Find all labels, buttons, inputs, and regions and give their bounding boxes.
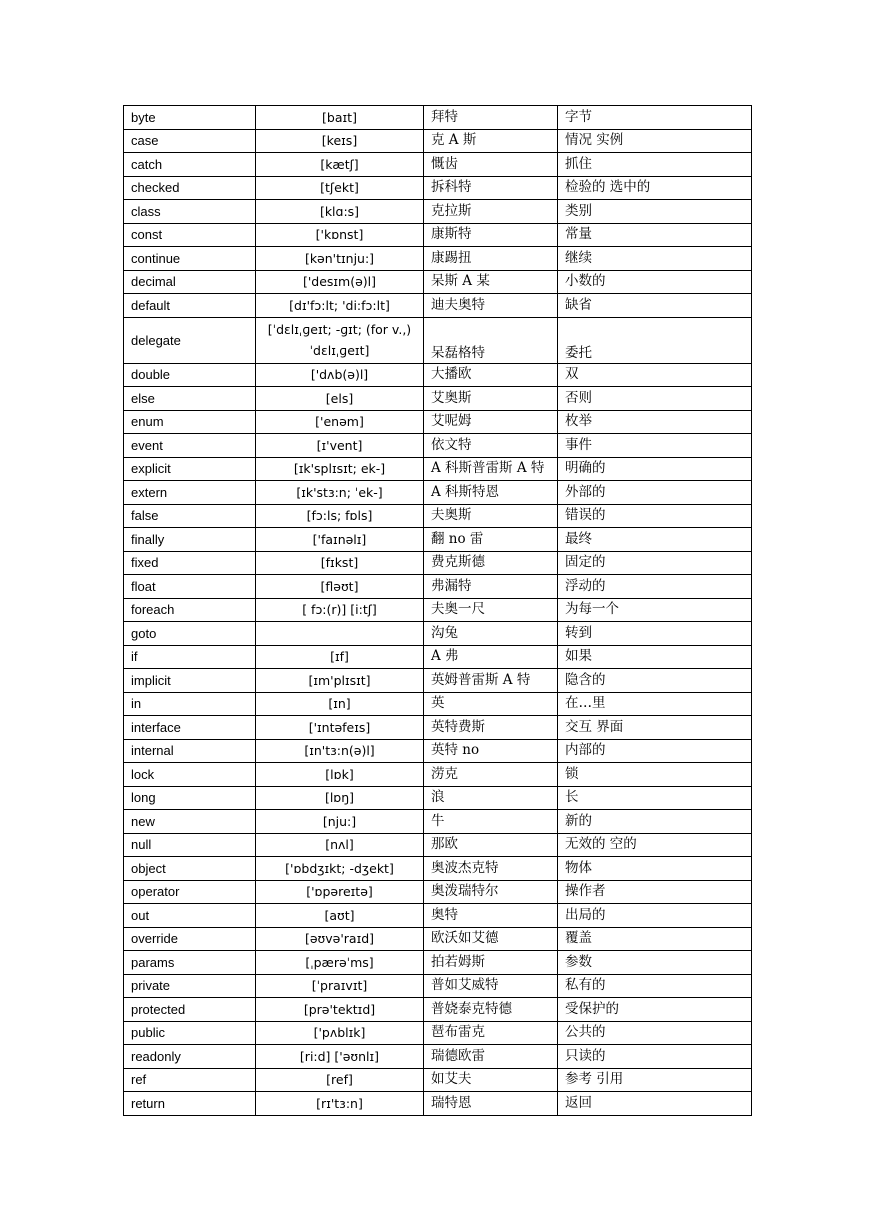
transliteration-cell: 英特 no [424, 739, 558, 763]
pronunciation-cell: [baɪt] [256, 106, 424, 130]
word-cell: decimal [124, 270, 256, 294]
word-cell: out [124, 904, 256, 928]
pronunciation-cell: [lɒk] [256, 763, 424, 787]
word-cell: interface [124, 716, 256, 740]
pronunciation-cell: [ˈdɛlɪˌɡeɪt; -ɡɪt; (for v.,) ˈdɛlɪˌɡeɪt] [256, 317, 424, 363]
table-row [124, 457, 752, 481]
transliteration-cell: 琶布雷克 [424, 1021, 558, 1045]
table-row [124, 857, 752, 881]
word-cell: catch [124, 153, 256, 177]
table-row [124, 1021, 752, 1045]
table-row [124, 387, 752, 411]
pronunciation-cell: ['ɒbdʒɪkt; -dʒekt] [256, 857, 424, 881]
pronunciation-cell: [dɪ'fɔ:lt; 'di:fɔ:lt] [256, 294, 424, 318]
transliteration-cell: 康踢扭 [424, 247, 558, 271]
meaning-cell: 私有的 [558, 974, 752, 998]
pronunciation-cell: ['ɒpəreɪtə] [256, 880, 424, 904]
transliteration-cell: 瑞特恩 [424, 1092, 558, 1116]
pronunciation-cell: [rɪ'tɜ:n] [256, 1092, 424, 1116]
word-cell: class [124, 200, 256, 224]
table-row [124, 176, 752, 200]
table-row [124, 1068, 752, 1092]
meaning-cell: 固定的 [558, 551, 752, 575]
table-row [124, 692, 752, 716]
meaning-cell: 转到 [558, 622, 752, 646]
table-row [124, 833, 752, 857]
table-row [124, 669, 752, 693]
pronunciation-cell: [ɪm'plɪsɪt] [256, 669, 424, 693]
word-cell: else [124, 387, 256, 411]
transliteration-cell: 康斯特 [424, 223, 558, 247]
pronunciation-cell: ['ɪntəfeɪs] [256, 716, 424, 740]
table-row [124, 363, 752, 387]
meaning-cell: 公共的 [558, 1021, 752, 1045]
pronunciation-cell: [tʃekt] [256, 176, 424, 200]
table-row [124, 998, 752, 1022]
transliteration-cell: 拜特 [424, 106, 558, 130]
table-row [124, 434, 752, 458]
pronunciation-cell: ['kɒnst] [256, 223, 424, 247]
pronunciation-cell: [aʊt] [256, 904, 424, 928]
pronunciation-cell: [ɪ'vent] [256, 434, 424, 458]
meaning-cell: 抓住 [558, 153, 752, 177]
vocabulary-table-body [124, 106, 752, 1116]
table-row [124, 786, 752, 810]
word-cell: foreach [124, 598, 256, 622]
word-cell: object [124, 857, 256, 881]
meaning-cell: 错误的 [558, 504, 752, 528]
transliteration-cell: 欧沃如艾德 [424, 927, 558, 951]
word-cell: finally [124, 528, 256, 552]
word-cell: default [124, 294, 256, 318]
pronunciation-cell: [ri:d] ['əʊnlɪ] [256, 1045, 424, 1069]
transliteration-cell: 费克斯德 [424, 551, 558, 575]
pronunciation-cell: [ɪn'tɜ:n(ə)l] [256, 739, 424, 763]
meaning-cell: 类别 [558, 200, 752, 224]
pronunciation-cell: [nju:] [256, 810, 424, 834]
pronunciation-cell: ['enəm] [256, 410, 424, 434]
meaning-cell: 为每一个 [558, 598, 752, 622]
table-row [124, 1092, 752, 1116]
transliteration-cell: A 科斯特恩 [424, 481, 558, 505]
table-row [124, 481, 752, 505]
meaning-cell: 交互 界面 [558, 716, 752, 740]
pronunciation-cell: [fləʊt] [256, 575, 424, 599]
transliteration-cell: 奥波杰克特 [424, 857, 558, 881]
transliteration-cell: 艾呢姆 [424, 410, 558, 434]
word-cell: lock [124, 763, 256, 787]
word-cell: private [124, 974, 256, 998]
meaning-cell: 覆盖 [558, 927, 752, 951]
pronunciation-cell: [ɪf] [256, 645, 424, 669]
word-cell: double [124, 363, 256, 387]
meaning-cell: 字节 [558, 106, 752, 130]
transliteration-cell: 浪 [424, 786, 558, 810]
word-cell: fixed [124, 551, 256, 575]
meaning-cell: 事件 [558, 434, 752, 458]
meaning-cell: 出局的 [558, 904, 752, 928]
table-row [124, 317, 752, 363]
transliteration-cell: A 科斯普雷斯 A 特 [424, 457, 558, 481]
table-row [124, 247, 752, 271]
transliteration-cell: 瑞德欧雷 [424, 1045, 558, 1069]
transliteration-cell: 拍若姆斯 [424, 951, 558, 975]
meaning-cell: 浮动的 [558, 575, 752, 599]
meaning-cell: 常量 [558, 223, 752, 247]
meaning-cell: 缺省 [558, 294, 752, 318]
table-row [124, 763, 752, 787]
pronunciation-cell: [ɪk'stɜ:n; ˈek-] [256, 481, 424, 505]
word-cell: enum [124, 410, 256, 434]
word-cell: new [124, 810, 256, 834]
pronunciation-cell: [nʌl] [256, 833, 424, 857]
transliteration-cell: 克拉斯 [424, 200, 558, 224]
meaning-cell: 双 [558, 363, 752, 387]
transliteration-cell: 夫奥一尺 [424, 598, 558, 622]
pronunciation-cell: [fɔ:ls; fɒls] [256, 504, 424, 528]
word-cell: params [124, 951, 256, 975]
word-cell: continue [124, 247, 256, 271]
word-cell: return [124, 1092, 256, 1116]
word-cell: delegate [124, 317, 256, 363]
table-row [124, 504, 752, 528]
table-row [124, 551, 752, 575]
transliteration-cell: 迪夫奥特 [424, 294, 558, 318]
transliteration-cell: 拆科特 [424, 176, 558, 200]
table-row [124, 974, 752, 998]
word-cell: protected [124, 998, 256, 1022]
transliteration-cell: 夫奥斯 [424, 504, 558, 528]
word-cell: null [124, 833, 256, 857]
word-cell: goto [124, 622, 256, 646]
transliteration-cell: 奥泼瑞特尔 [424, 880, 558, 904]
transliteration-cell: 牛 [424, 810, 558, 834]
table-row [124, 223, 752, 247]
table-row [124, 294, 752, 318]
table-row [124, 904, 752, 928]
meaning-cell: 新的 [558, 810, 752, 834]
table-row [124, 106, 752, 130]
meaning-cell: 物体 [558, 857, 752, 881]
table-row [124, 1045, 752, 1069]
transliteration-cell: 奥特 [424, 904, 558, 928]
meaning-cell: 小数的 [558, 270, 752, 294]
pronunciation-cell: [ˌpærəˈms] [256, 951, 424, 975]
meaning-cell: 检验的 选中的 [558, 176, 752, 200]
transliteration-cell: 英 [424, 692, 558, 716]
word-cell: false [124, 504, 256, 528]
pronunciation-cell: ['pʌblɪk] [256, 1021, 424, 1045]
pronunciation-cell: ['desɪm(ə)l] [256, 270, 424, 294]
transliteration-cell: 大播欧 [424, 363, 558, 387]
meaning-cell: 无效的 空的 [558, 833, 752, 857]
pronunciation-cell: [kən'tɪnju:] [256, 247, 424, 271]
meaning-cell: 隐含的 [558, 669, 752, 693]
word-cell: readonly [124, 1045, 256, 1069]
transliteration-cell: 那欧 [424, 833, 558, 857]
transliteration-cell: 翻 no 雷 [424, 528, 558, 552]
meaning-cell: 如果 [558, 645, 752, 669]
table-row [124, 270, 752, 294]
meaning-cell: 锁 [558, 763, 752, 787]
transliteration-cell: 涝克 [424, 763, 558, 787]
pronunciation-cell: [ref] [256, 1068, 424, 1092]
word-cell: if [124, 645, 256, 669]
transliteration-cell: 英姆普雷斯 A 特 [424, 669, 558, 693]
table-row [124, 200, 752, 224]
pronunciation-cell: [els] [256, 387, 424, 411]
meaning-cell: 长 [558, 786, 752, 810]
pronunciation-cell: [fɪkst] [256, 551, 424, 575]
table-row [124, 951, 752, 975]
table-row [124, 645, 752, 669]
word-cell: long [124, 786, 256, 810]
meaning-cell: 明确的 [558, 457, 752, 481]
table-row [124, 410, 752, 434]
transliteration-cell: 英特费斯 [424, 716, 558, 740]
meaning-cell: 只读的 [558, 1045, 752, 1069]
pronunciation-cell: [ɪk'splɪsɪt; ek-] [256, 457, 424, 481]
meaning-cell: 返回 [558, 1092, 752, 1116]
pronunciation-cell: ['faɪnəlɪ] [256, 528, 424, 552]
table-row [124, 880, 752, 904]
word-cell: ref [124, 1068, 256, 1092]
table-row [124, 129, 752, 153]
meaning-cell: 情况 实例 [558, 129, 752, 153]
word-cell: internal [124, 739, 256, 763]
word-cell: float [124, 575, 256, 599]
table-row [124, 622, 752, 646]
meaning-cell: 参数 [558, 951, 752, 975]
word-cell: case [124, 129, 256, 153]
pronunciation-cell [256, 622, 424, 646]
meaning-cell: 受保护的 [558, 998, 752, 1022]
word-cell: public [124, 1021, 256, 1045]
word-cell: extern [124, 481, 256, 505]
table-row [124, 810, 752, 834]
meaning-cell: 否则 [558, 387, 752, 411]
pronunciation-cell: [ˈpraɪvɪt] [256, 974, 424, 998]
word-cell: byte [124, 106, 256, 130]
word-cell: event [124, 434, 256, 458]
pronunciation-cell: [kætʃ] [256, 153, 424, 177]
word-cell: checked [124, 176, 256, 200]
pronunciation-cell: [prə'tektɪd] [256, 998, 424, 1022]
transliteration-cell: 克 A 斯 [424, 129, 558, 153]
word-cell: operator [124, 880, 256, 904]
transliteration-cell: 慨齿 [424, 153, 558, 177]
transliteration-cell: 沟兔 [424, 622, 558, 646]
pronunciation-cell: [ fɔ:(r)] [i:tʃ] [256, 598, 424, 622]
table-row [124, 528, 752, 552]
word-cell: in [124, 692, 256, 716]
meaning-cell: 外部的 [558, 481, 752, 505]
transliteration-cell: 弗漏特 [424, 575, 558, 599]
pronunciation-cell: [keɪs] [256, 129, 424, 153]
transliteration-cell: 呆斯 A 某 [424, 270, 558, 294]
transliteration-cell: 如艾夫 [424, 1068, 558, 1092]
transliteration-cell: 普如艾威特 [424, 974, 558, 998]
pronunciation-cell: [ɪn] [256, 692, 424, 716]
transliteration-cell: 艾奥斯 [424, 387, 558, 411]
transliteration-cell: A 弗 [424, 645, 558, 669]
table-row [124, 716, 752, 740]
meaning-cell: 操作者 [558, 880, 752, 904]
word-cell: const [124, 223, 256, 247]
meaning-cell: 委托 [558, 317, 752, 363]
table-row [124, 575, 752, 599]
vocabulary-table [123, 105, 752, 1116]
meaning-cell: 继续 [558, 247, 752, 271]
table-row [124, 598, 752, 622]
table-row [124, 153, 752, 177]
table-row [124, 739, 752, 763]
pronunciation-cell: [klɑ:s] [256, 200, 424, 224]
transliteration-cell: 依文特 [424, 434, 558, 458]
transliteration-cell: 呆磊格特 [424, 317, 558, 363]
transliteration-cell: 普娆泰克特德 [424, 998, 558, 1022]
word-cell: override [124, 927, 256, 951]
pronunciation-cell: [əʊvə'raɪd] [256, 927, 424, 951]
meaning-cell: 内部的 [558, 739, 752, 763]
pronunciation-cell: [lɒŋ] [256, 786, 424, 810]
meaning-cell: 参考 引用 [558, 1068, 752, 1092]
meaning-cell: 在…里 [558, 692, 752, 716]
table-row [124, 927, 752, 951]
pronunciation-cell: ['dʌb(ə)l] [256, 363, 424, 387]
meaning-cell: 最终 [558, 528, 752, 552]
word-cell: implicit [124, 669, 256, 693]
word-cell: explicit [124, 457, 256, 481]
meaning-cell: 枚举 [558, 410, 752, 434]
